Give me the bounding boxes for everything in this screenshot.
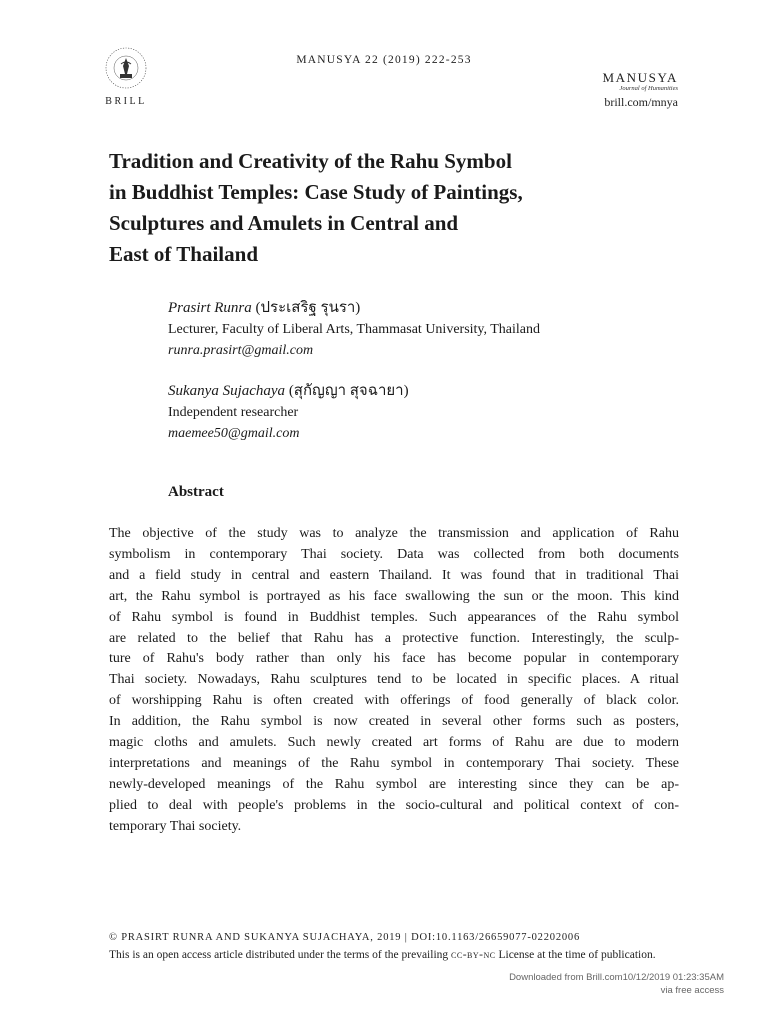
journal-name: MANUSYA — [602, 70, 678, 85]
author-name-latin: Sukanya Sujachaya — [168, 383, 286, 399]
abstract-line: Thai society. Nowadays, Rahu sculptures tend to be located in specific places. A ritual — [109, 672, 679, 688]
brill-seal-icon — [104, 44, 148, 92]
journal-subtitle: Journal of Humanities — [619, 85, 678, 92]
abstract-body — [109, 524, 679, 838]
license-text: This is an open access article distributed under the terms of the prevailing — [109, 949, 449, 961]
abstract-line: The objective of the study was to analyze the transmission and application of Rahu — [109, 526, 679, 541]
abstract-line: interpretations and meanings of the Rahu symbol in contemporary Thai society. These — [109, 755, 679, 771]
brill-wordmark: BRILL — [105, 96, 147, 107]
license-code: cc-by-nc — [451, 949, 496, 961]
author-name-latin: Prasirt Runra — [168, 300, 252, 316]
author-block-2 — [168, 380, 688, 444]
title-line: in Buddhist Temples: Case Study of Paintings, — [109, 180, 523, 204]
download-line: Downloaded from Brill.com10/12/2019 01:23:35AM — [509, 972, 724, 983]
abstract-line: newly-developed meanings of the Rahu symbol are interesting since they can be ap- — [109, 776, 679, 792]
access-line: via free access — [660, 985, 724, 996]
abstract-line: symbolism in contemporary Thai society. Data was collected from both documents — [109, 546, 679, 562]
author-email-link[interactable]: runra.prasirt@gmail.com — [168, 343, 314, 358]
abstract-line: art, the Rahu symbol is portrayed as his face swallowing the sun or the moon. This kind — [109, 588, 679, 604]
author-affiliation: Lecturer, Faculty of Liberal Arts, Thammasat University, Thailand — [168, 322, 541, 337]
abstract-line: and a field study in central and eastern Thailand. It was found that in traditional Thai — [109, 567, 679, 583]
license-text: License at the time of publication. — [498, 949, 656, 961]
abstract-line: of worshipping Rahu is often created with offerings of food generally of black color. — [109, 693, 679, 709]
journal-block — [603, 70, 679, 110]
abstract-line: plied to deal with people's problems in the socio-cultural and political context of con- — [109, 797, 679, 813]
license-statement — [109, 947, 684, 964]
abstract-line: of Rahu symbol is found in Buddhist temples. Such appearances of the Rahu symbol — [109, 609, 679, 625]
abstract-heading: Abstract — [168, 484, 224, 500]
author-name — [168, 297, 688, 319]
title-line: Tradition and Creativity of the Rahu Symbol — [109, 149, 512, 173]
abstract-line: ture of Rahu's body rather than only his face has become popular in contemporary — [109, 651, 679, 667]
copyright-doi-line: © PRASIRT RUNRA AND SUKANYA SUJACHAYA, 2019 | DOI:10.1163/26659077-02202006 — [109, 932, 581, 943]
abstract-line: In addition, the Rahu symbol is now created in several other forms such as posters, — [109, 714, 679, 730]
abstract-line: temporary Thai society. — [109, 818, 242, 834]
author-affiliation: Independent researcher — [168, 405, 299, 420]
author-name — [168, 380, 688, 402]
download-watermark — [509, 971, 724, 997]
journal-url-link[interactable]: brill.com/mnya — [604, 95, 678, 109]
author-email-link[interactable]: maemee50@gmail.com — [168, 426, 300, 441]
title-line: East of Thailand — [109, 242, 258, 266]
abstract-line: are related to the belief that Rahu has a protective function. Interestingly, the sculp- — [109, 630, 679, 646]
abstract-line: magic cloths and amulets. Such newly created art forms of Rahu are due to modern — [109, 735, 679, 751]
author-name-thai: (ประเสริฐ รุนรา) — [255, 300, 361, 316]
author-block-1 — [168, 297, 688, 361]
title-line: Sculptures and Amulets in Central and — [109, 211, 459, 235]
running-head: MANUSYA 22 (2019) 222-253 — [296, 54, 472, 66]
author-name-thai: (สุกัญญา สุจฉายา) — [288, 383, 409, 399]
article-title — [109, 146, 669, 270]
